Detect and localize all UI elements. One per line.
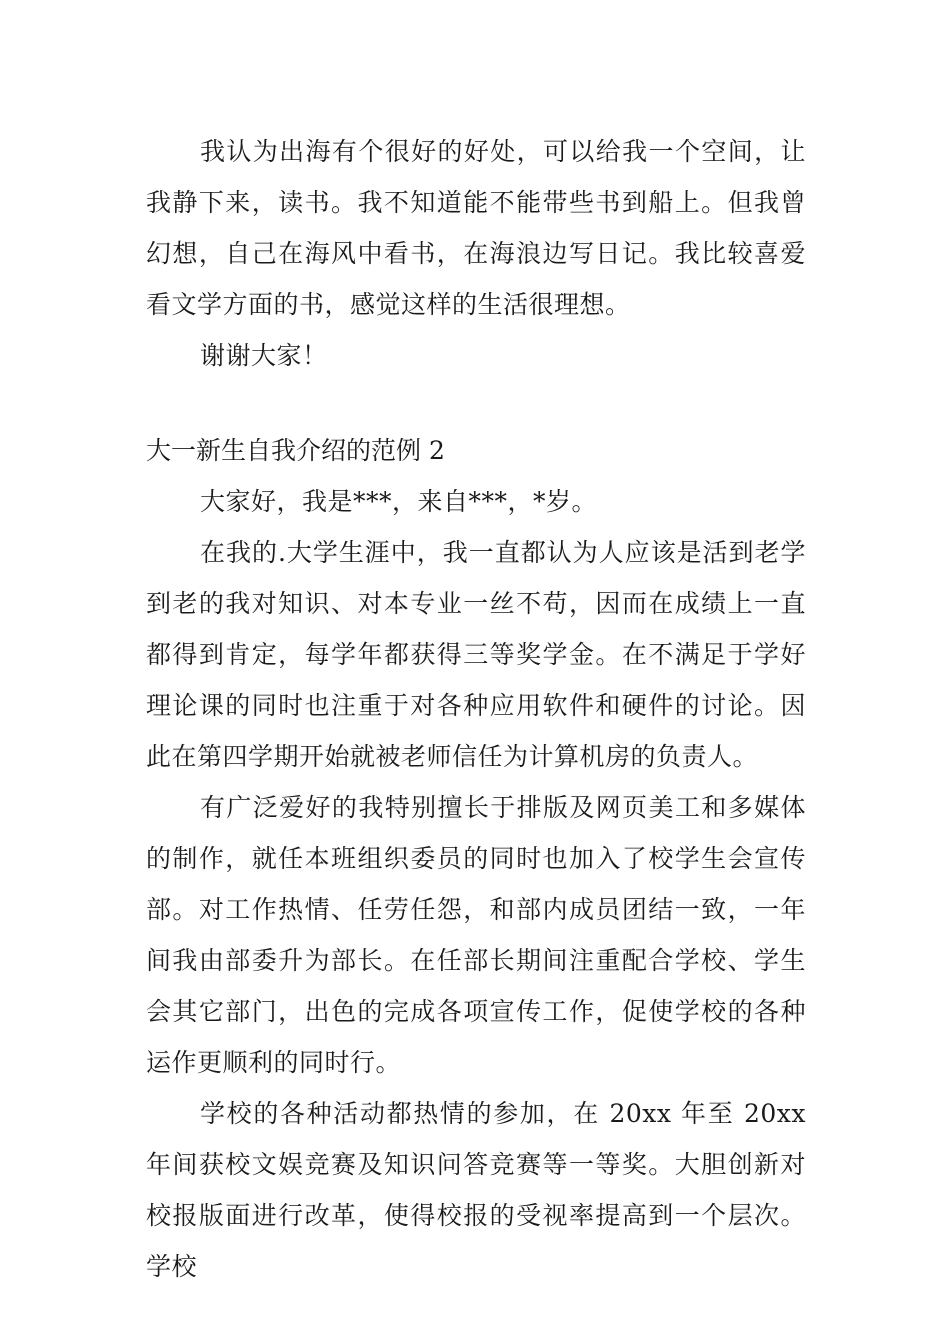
section-gap <box>146 381 806 425</box>
section-heading: 大一新生自我介绍的范例 2 <box>146 436 445 465</box>
document-page <box>146 126 806 1292</box>
paragraph-hobbies-work: 有广泛爱好的我特别擅长于排版及网页美工和多媒体的制作，就任本班组织委员的同时也加入了校学生会宣传部。对工作热情、任劳任怨，和部内成员团结一致，一年间我由部委升为部长。在任部长期间注重配合学校、学生会其它部门，出色的完成各项宣传工作，促使学校的各种运作更顺利的同时行。 <box>146 793 806 1077</box>
paragraph-thanks: 谢谢大家！ <box>200 341 328 370</box>
paragraph-greeting: 大家好，我是***，来自***，*岁。 <box>200 487 598 516</box>
paragraph-reading-at-sea: 我认为出海有个很好的好处，可以给我一个空间，让我静下来，读书。我不知道能不能带些书到船上。但我曾幻想，自己在海风中看书，在海浪边写日记。我比较喜爱看文学方面的书，感觉这样的生活很理想。 <box>146 137 806 319</box>
paragraph-activities: 学校的各种活动都热情的参加，在 20xx 年至 20xx 年间获校文娱竞赛及知识问答竞赛等一等奖。大胆创新对校报版面进行改革，使得校报的受视率提高到一个层次。学校 <box>146 1099 806 1281</box>
paragraph-study: 在我的.大学生涯中，我一直都认为人应该是活到老学到老的我对知识、对本专业一丝不苟，因而在成绩上一直都得到肯定，每学年都获得三等奖学金。在不满足于学好理论课的同时也注重于对各种应用软件和硬件的讨论。因此在第四学期开始就被老师信任为计算机房的负责人。 <box>146 538 806 771</box>
